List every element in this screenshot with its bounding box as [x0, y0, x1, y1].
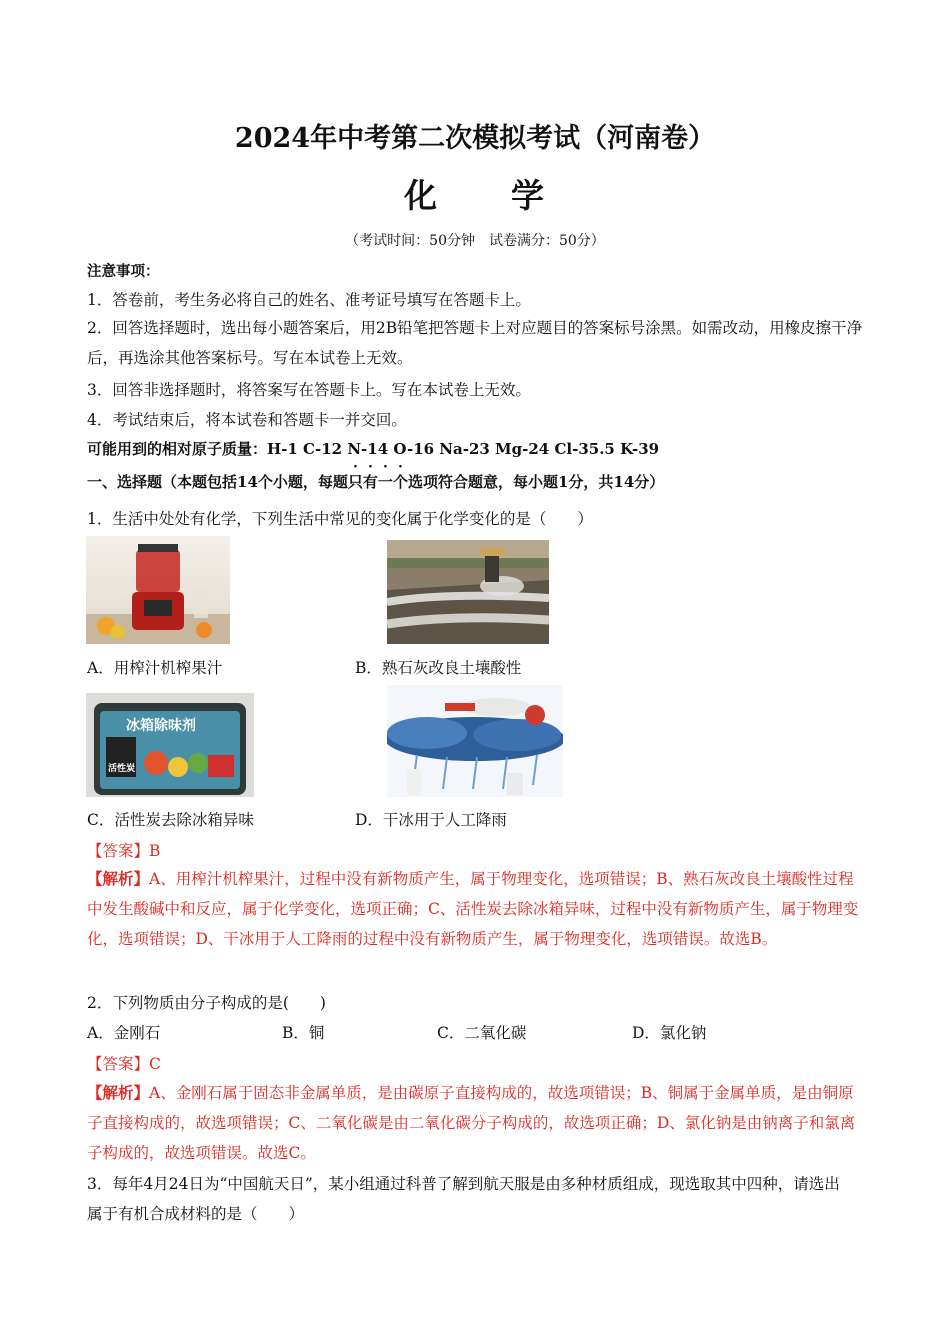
atomic-masses: 可能用到的相对原子质量：H-1 C-12 N-14 O-16 Na-23 Mg-24 Cl-35.5 K-39 [87, 440, 660, 458]
q2-option-c: C．二氧化碳 [437, 1024, 527, 1042]
q2-option-b: B．铜 [282, 1024, 325, 1042]
note-2: 2．回答选择题时，选出每小题答案后，用2B铅笔把答题卡上对应题目的答案标号涂黑。如需改动，用橡皮擦干净后，再选涂其他答案标号。写在本试卷上无效。 [87, 319, 863, 367]
note-1: 1．答卷前，考生务必将自己的姓名、准考证号填写在答题卡上。 [87, 291, 531, 309]
q2-stem: 2．下列物质由分子构成的是( ) [87, 994, 326, 1012]
deodorizer-small-label: 活性炭 [108, 764, 136, 774]
deodorizer-label: 冰箱除味剂 [126, 718, 196, 734]
deodorizer-image [86, 693, 254, 797]
q2-analysis: 【解析】A、金刚石属于固态非金属单质，是由碳原子直接构成的，故选项错误；B、铜属于金属单质，是由铜原子直接构成的，故选项错误；C、二氧化碳是由二氧化碳分子构成的，故选项正确；D、氯化钠是由钠离子和氯离子构成的，故选项错误。故选C。 [87, 1083, 856, 1162]
note-3: 3．回答非选择题时，将答案写在答题卡上。写在本试卷上无效。 [87, 381, 531, 399]
q1-stem: 1．生活中处处有化学，下列生活中常见的变化属于化学变化的是（ ） [87, 510, 593, 528]
section1-heading: 一、选择题（本题包括14个小题，每题只有一个选项符合题意，每小题1分，共14分） [87, 473, 665, 491]
q2-answer: 【答案】C [87, 1055, 161, 1073]
q1-answer: 【答案】B [87, 842, 161, 860]
q1-option-b: B．熟石灰改良土壤酸性 [355, 659, 522, 677]
notes-heading: 注意事项： [87, 263, 160, 280]
note-4: 4．考试结束后，将本试卷和答题卡一并交回。 [87, 411, 407, 429]
q1-option-d: D．干冰用于人工降雨 [355, 811, 507, 829]
cloud-seeding-image [387, 685, 563, 797]
farmer-lime-image [387, 540, 549, 644]
q3-stem: 3．每年4月24日为“中国航天日”，某小组通过科普了解到航天服是由多种材质组成，现选取其中四种，请选出属于有机合成材料的是（ ） [87, 1175, 840, 1223]
q1-option-c: C．活性炭去除冰箱异味 [87, 811, 254, 829]
q2-option-a: A．金刚石 [87, 1024, 161, 1042]
subject-title: 化 学 [404, 176, 546, 215]
q1-analysis: 【解析】A、用榨汁机榨果汁，过程中没有新物质产生，属于物理变化，选项错误；B、熟石灰改良土壤酸性过程中发生酸碱中和反应，属于化学变化，选项正确；C、活性炭去除冰箱异味，过程中没有新物质产生，属于物理变化，选项错误；D、干冰用于人工降雨的过程中没有新物质产生，属于物理变化，选项错误。故选B。 [87, 869, 859, 948]
juicer-image [86, 536, 230, 644]
q2-option-d: D．氯化钠 [632, 1024, 707, 1042]
q1-option-a: A．用榨汁机榨果汁 [87, 659, 223, 677]
exam-time-info: （考试时间：50分钟 试卷满分：50分） [345, 233, 605, 249]
exam-title: 2024年中考第二次模拟考试（河南卷） [234, 123, 716, 154]
